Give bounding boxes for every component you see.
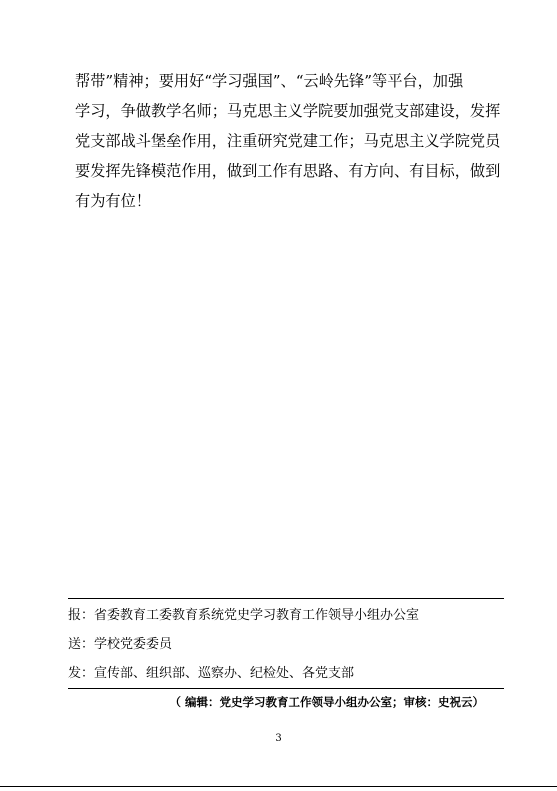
body-line: 要发挥先锋模范作用，做到工作有思路、有方向、有目标，做到 [75, 162, 501, 180]
distribution-issue-row [68, 665, 354, 683]
distribution-report-row [68, 607, 419, 625]
page-bottom-edge [0, 786, 557, 787]
body-line: 帮带”精神；要用好“学习强国”、“云岭先锋”等平台，加强 [75, 72, 464, 90]
send-recipients: 学校党委委员 [94, 637, 173, 652]
distribution-send-row [68, 636, 172, 654]
editor-note: （ 编辑：党史学习教育工作领导小组办公室；审核：史祝云） [169, 695, 484, 709]
issue-recipients: 宣传部、组织部、巡察办、纪检处、各党支部 [94, 666, 355, 681]
page-number: 3 [275, 733, 282, 744]
distribution-top-rule [68, 598, 504, 599]
body-paragraph [75, 66, 501, 216]
report-label: 报： [68, 608, 95, 623]
body-line: 学习，争做教学名师；马克思主义学院要加强党支部建设，发挥 [75, 102, 501, 120]
body-line: 党支部战斗堡垒作用，注重研究党建工作；马克思主义学院党员 [75, 132, 501, 150]
body-line: 有为有位！ [75, 192, 151, 210]
issue-label: 发： [68, 666, 95, 681]
report-recipients: 省委教育工委教育系统党史学习教育工作领导小组办公室 [94, 608, 420, 623]
send-label: 送： [68, 637, 95, 652]
distribution-bottom-rule [68, 688, 504, 689]
